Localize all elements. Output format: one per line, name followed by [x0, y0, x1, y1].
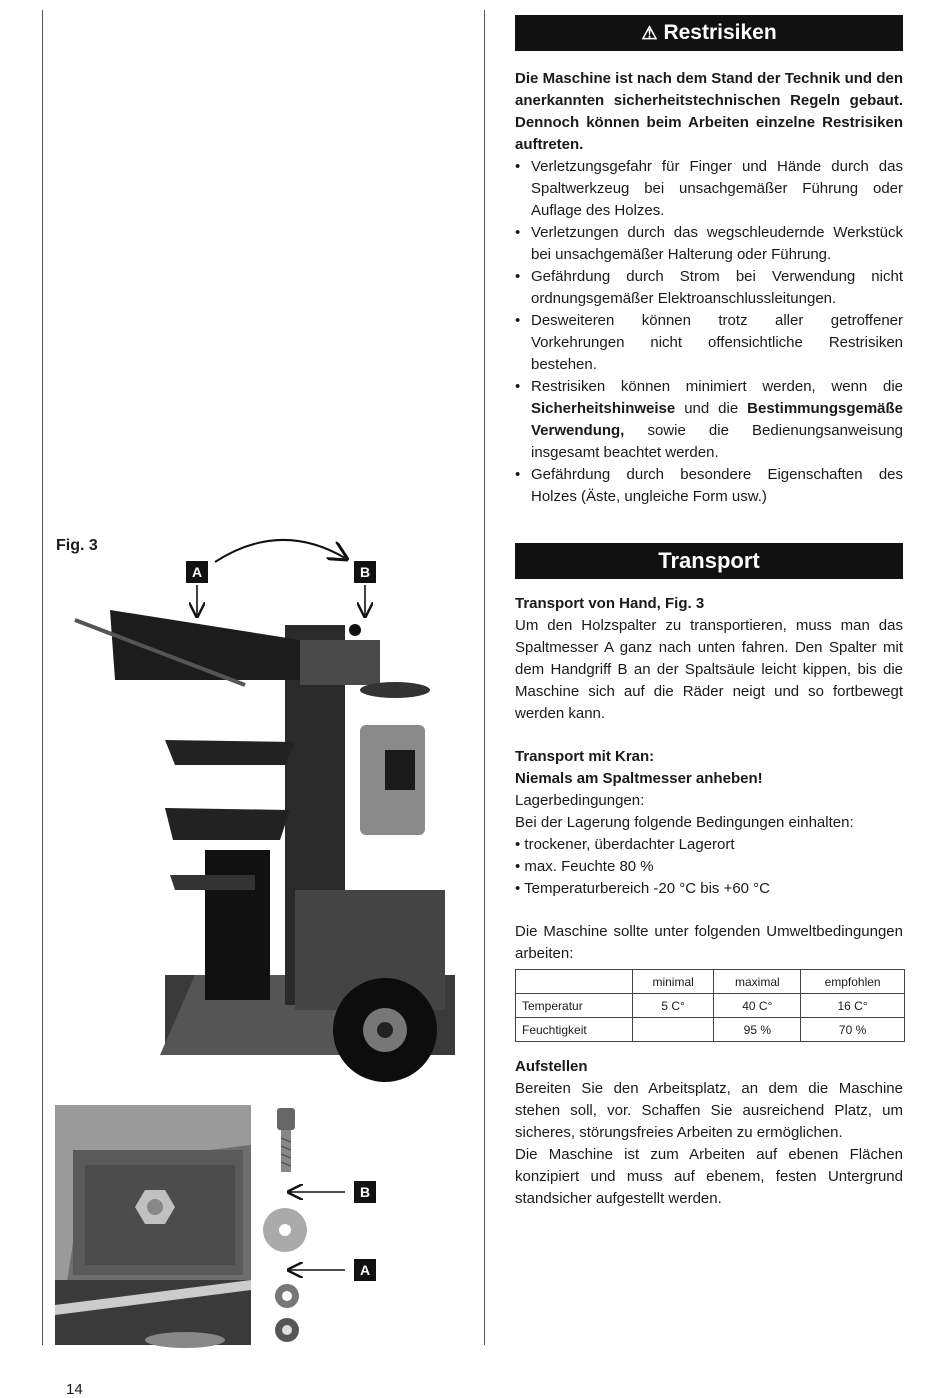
lager-item: • max. Feuchte 80 %: [515, 858, 654, 875]
table-row: [516, 994, 905, 1018]
table-cell: 5 C°: [632, 994, 714, 1018]
umwelt-text: Die Maschine sollte unter folgenden Umweltbedingungen arbeiten:: [515, 923, 903, 962]
table-cell: [632, 1018, 714, 1042]
table-header-cell: empfohlen: [801, 970, 905, 994]
table-header-cell: minimal: [632, 970, 714, 994]
table-header-cell: [516, 970, 633, 994]
list-item: • Restrisiken können minimiert werden, wenn die Sicherheitshinweise und die Bestimmungsgemäße Verwendung, sowie die Bedienungsanweisung insgesamt beachtet werden.: [515, 376, 903, 464]
transport-kran-warning: Niemals am Spaltmesser anheben!: [515, 770, 763, 787]
table-cell: 16 C°: [801, 994, 905, 1018]
aufstellen-heading: Aufstellen: [515, 1058, 588, 1075]
lager-item: • trockener, überdachter Lagerort: [515, 836, 735, 853]
aufstellen-text-1: Bereiten Sie den Arbeitsplatz, an dem die Maschine stehen soll, vor. Schaffen Sie ausreichend Platz, um sicheres, störungsfreies Arbeiten zu ermöglichen.: [515, 1080, 903, 1141]
table-cell: 70 %: [801, 1018, 905, 1042]
list-item: • Desweiteren können trotz aller getroffener Vorkehrungen nicht offensichtliche Restrisiken bestehen.: [515, 310, 903, 376]
lager-intro: Bei der Lagerung folgende Bedingungen einhalten:: [515, 814, 854, 831]
page-number: 14: [66, 1381, 83, 1398]
table-cell: 95 %: [714, 1018, 801, 1042]
transport-kran-heading: Transport mit Kran:: [515, 748, 655, 765]
figure-3-illustration: [55, 530, 475, 1350]
table-header-row: [516, 970, 905, 994]
environment-table: [515, 969, 905, 1042]
right-column: [515, 15, 903, 1210]
label-a-detail: A: [354, 1259, 376, 1281]
restrisiken-intro: Die Maschine ist nach dem Stand der Technik und den anerkannten sicherheitstechnischen Regeln gebaut. Dennoch können beim Arbeiten einzelne Restrisiken auftreten.: [515, 70, 903, 153]
table-cell: 40 C°: [714, 994, 801, 1018]
list-item: • Gefährdung durch Strom bei Verwendung nicht ordnungsgemäßer Elektroanschlussleitungen.: [515, 266, 903, 310]
restrisiken-title: Restrisiken: [663, 21, 777, 44]
lager-item: • Temperaturbereich -20 °C bis +60 °C: [515, 880, 771, 897]
list-item: • Verletzungsgefahr für Finger und Hände durch das Spaltwerkzeug bei unsachgemäßer Führung oder Auflage des Holzes.: [515, 156, 903, 222]
transport-hand-heading: Transport von Hand, Fig. 3: [515, 595, 705, 612]
label-b-detail: B: [354, 1181, 376, 1203]
column-divider-rule: [484, 10, 485, 1345]
table-row: [516, 1018, 905, 1042]
restrisiken-banner: [515, 15, 903, 51]
wheel: [333, 978, 437, 1082]
warning-triangle-icon: ⚠: [641, 23, 658, 43]
list-item: • Gefährdung durch besondere Eigenschaften des Holzes (Äste, ungleiche Form usw.): [515, 464, 903, 508]
transport-hand-text: Um den Holzspalter zu transportieren, muss man das Spaltmesser A ganz nach unten fahren. Den Spalter mit dem Handgriff B an der Spaltsäule leicht kippen, bis die Maschine sich auf die Räder neigt und so fortbewegt werden kann.: [515, 617, 903, 722]
aufstellen-text-2: Die Maschine ist zum Arbeiten auf ebenen Flächen konzipiert und muss auf ebenem, festen Untergrund standsicher aufgestellt werden.: [515, 1146, 903, 1207]
restrisiken-list: [515, 156, 903, 508]
tilt-arrow: [215, 540, 345, 562]
table-header-cell: maximal: [714, 970, 801, 994]
detail-photo: [55, 1105, 251, 1348]
label-b: B: [354, 561, 376, 583]
figure-label: Fig. 3: [56, 537, 98, 554]
lager-label: Lagerbedingungen:: [515, 792, 645, 809]
bolt-parts: [263, 1108, 307, 1342]
list-item: • Verletzungen durch das wegschleudernde Werkstück bei unsachgemäßer Halterung oder Führung.: [515, 222, 903, 266]
table-cell: Feuchtigkeit: [516, 1018, 633, 1042]
table-cell: Temperatur: [516, 994, 633, 1018]
left-margin-rule: [42, 10, 43, 1345]
label-a: A: [186, 561, 208, 583]
transport-banner: Transport: [515, 543, 903, 579]
